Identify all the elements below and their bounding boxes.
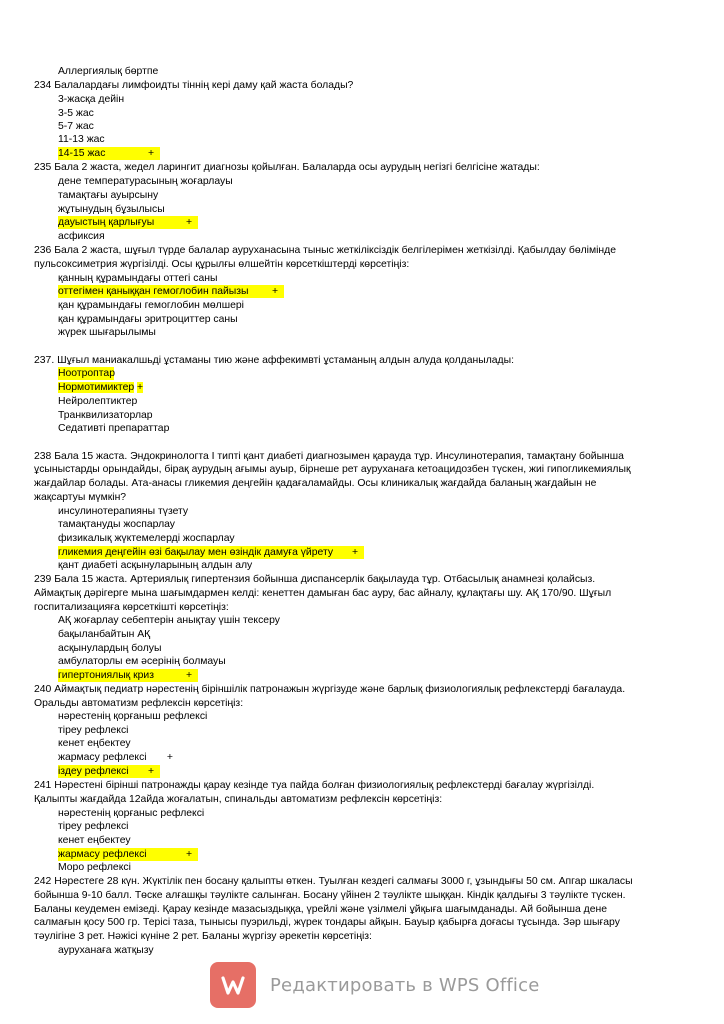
question-line: Оральды автоматизм рефлексін көрсетіңіз: [34, 698, 244, 709]
correct-mark: + [270, 285, 284, 298]
correct-answer [58, 848, 198, 861]
correct-answer [58, 216, 198, 229]
option-line: физикалық жүктемелерді жоспарлау [58, 533, 235, 544]
option-line: тамақтағы ауырсыну [58, 190, 159, 201]
answer-text: оттегімен қаныққан гемоглобин пайызы [58, 285, 270, 298]
option-line: 11-13 жас [58, 134, 105, 145]
question-line: жағдайлар болады. Ата-анасы гликемия деңгейін қадағаламайды. Осы клиникалық жағдайда баланың жағдайын не [34, 478, 597, 489]
option-line: қан құрамындағы эритроциттер саны [58, 314, 238, 325]
correct-mark: + [137, 382, 144, 393]
option-line: ауруханаға жатқызу [58, 945, 154, 956]
question-line: салмағын қосу 500 гр. Терісі таза, тынысы пуэрильді, жүрек тондары айқын. Бауыр қабырға доғасы тұсында. Зәр шығару [34, 917, 620, 928]
question-line: 242 Нәрестеге 28 күн. Жүктілік пен босану қалыпты өткен. Туылған кездегі салмағы 3000 г, ұзындығы 50 см. Апгар шкаласы [34, 876, 633, 887]
question-line: госпитализацияға көрсеткішті көрсетіңіз: [34, 602, 229, 613]
option-line: жұтынудың бұзылысы [58, 204, 165, 215]
answer-text: жармасу рефлексі [58, 848, 184, 861]
correct-mark: + [166, 752, 173, 763]
question-line: бойынша 9-10 балл. Төске алғашқы тәулікте салынған. Босану үйінен 2 тәулікте шыққан. Кіндік қалдығы 3 тәулікте түскен. [34, 890, 626, 901]
option-line: кенет еңбектеу [58, 835, 131, 846]
option-line: асфиксия [58, 231, 105, 242]
option-line: нәрестенің қорғаныш рефлексі [58, 711, 208, 722]
answer-text: Ноотроптар [58, 368, 115, 379]
correct-mark: + [146, 147, 160, 160]
correct-answer [58, 285, 284, 298]
option-line: 5-7 жас [58, 121, 94, 132]
answer-text: іздеу рефлексі [58, 765, 146, 778]
answer-text: Нормотимиктер [58, 382, 135, 393]
correct-mark: + [350, 546, 364, 559]
option-line: амбулаторлы ем әсерінің болмауы [58, 656, 226, 667]
option-line: қант диабеті асқынуларының алдын алу [58, 560, 253, 571]
option-line [58, 751, 173, 764]
question-line: 241 Нәрестені бірінші патронажды қарау кезінде туа пайда болған физиологиялық рефлекстерді бағалау жүргізілді. [34, 780, 595, 791]
option-line: Аллергиялық бөртпе [58, 66, 159, 77]
option-line: 3-5 жас [58, 108, 94, 119]
question-line: 238 Бала 15 жаста. Эндокринологта I типті қант диабеті диагнозымен қарауда тұр. Инсулинотерапия, тамақтану бойынша [34, 451, 624, 462]
option-line: тіреу рефлексі [58, 725, 129, 736]
question-line: жақсартуы мүмкін? [34, 492, 127, 503]
option-line: Нейролептиктер [58, 396, 138, 407]
option-line: тіреу рефлексі [58, 821, 129, 832]
question-line: тәулігіне 3 рет. Нәжісі күніне 2 рет. Баланы жүргізу әрекетін көрсетіңіз: [34, 931, 372, 942]
correct-answer [58, 546, 364, 559]
option-line: нәрестенің қорғаныс рефлексі [58, 808, 205, 819]
option-line: инсулинотерапияны түзету [58, 506, 189, 517]
correct-answer [58, 669, 198, 682]
option-line: қан құрамындағы гемоглобин мөлшері [58, 300, 244, 311]
option-line: тамақтануды жоспарлау [58, 519, 175, 530]
wps-logo-icon [210, 962, 256, 1008]
wps-edit-banner[interactable] [210, 962, 540, 1008]
question-line: Аймақтық дәрігерге мына шағымдармен келді: кенеттен дамыған бас ауру, бас айналу, құлақтағы шу. АҚ 170/90. Шұғыл [34, 588, 612, 599]
correct-mark: + [184, 669, 198, 682]
correct-answer [34, 367, 114, 380]
question-line: пульсоксиметрия жүргізілді. Осы құрылғы өлшейтін көрсеткіштерді көрсетіңіз: [34, 259, 410, 270]
option-line: бақыланбайтын АҚ [58, 629, 151, 640]
question-line: ұсыныстарды орындайды, бірақ аурудың ағымы ауыр, бірнеше рет ауруханаға кетоацидозбен түскен, жиі гипогликемиялық [34, 464, 631, 475]
option-line: қанның құрамындағы оттегі саны [58, 273, 218, 284]
answer-text: дауыстың қарлығуы [58, 216, 184, 229]
option-line: асқынулардың болуы [58, 643, 162, 654]
correct-mark: + [146, 765, 160, 778]
option-line: Транквилизаторлар [58, 410, 153, 421]
question-line: 236 Бала 2 жаста, шұғыл түрде балалар ауруханасына тыныс жеткіліксіздік белгілерімен жеткізілді. Қабылдау бөлімінде [34, 245, 617, 256]
question-line: 237. Шұғыл маниакалшьді ұстаманы тию және аффекимвті ұстаманың алдын алуда қолданылады: [34, 355, 514, 366]
correct-mark: + [184, 848, 198, 861]
option-line: Седативті препараттар [58, 423, 170, 434]
correct-mark: + [184, 216, 198, 229]
question-line: 239 Бала 15 жаста. Артериялық гипертензия бойынша диспансерлік бақылауда тұр. Отбасылық анамнезі қолайсыз. [34, 574, 596, 585]
answer-text: гипертониялық криз [58, 669, 184, 682]
option-line: дене температурасының жоғарлауы [58, 176, 233, 187]
option-line: 3-жасқа дейін [58, 94, 125, 105]
question-line: 234 Балалардағы лимфоидты тіннің кері даму қай жаста болады? [34, 80, 354, 91]
option-line: АҚ жоғарлау себептерін анықтау үшін тексеру [58, 615, 280, 626]
question-line: Қалыпты жағдайда 12айда жоғалатын, спинальды автоматизм рефлексін көрсетіңіз: [34, 794, 443, 805]
question-line: 240 Аймақтық педиатр нәрестенің біріншілік патронажын жүргізуде және барлық физиологиялық рефлекстерді бағалауда. [34, 684, 626, 695]
option-line: кенет еңбектеу [58, 738, 131, 749]
correct-answer [58, 147, 160, 160]
question-line: Баланы кеудемен емізеді. Қарау кезінде мазасыздыққа, үрейлі және үзілмелі ұйқыға шағымданады. Ай бойынша дене [34, 904, 607, 915]
option-line: Моро рефлексі [58, 862, 131, 873]
correct-answer [58, 765, 160, 778]
answer-text: 14-15 жас [58, 147, 146, 160]
question-line: 235 Бала 2 жаста, жедел ларингит диагнозы қойылған. Балаларда осы аурудың негізгі белгісіне жатады: [34, 162, 540, 173]
wps-edit-link[interactable]: Редактировать в WPS Office [270, 974, 540, 996]
correct-answer [34, 381, 143, 394]
answer-text: гликемия деңгейін өзі бақылау мен өзіндік дамуға үйрету [58, 546, 350, 559]
option-line: жүрек шығарылымы [58, 327, 156, 338]
answer-text: жармасу рефлексі [58, 752, 147, 763]
